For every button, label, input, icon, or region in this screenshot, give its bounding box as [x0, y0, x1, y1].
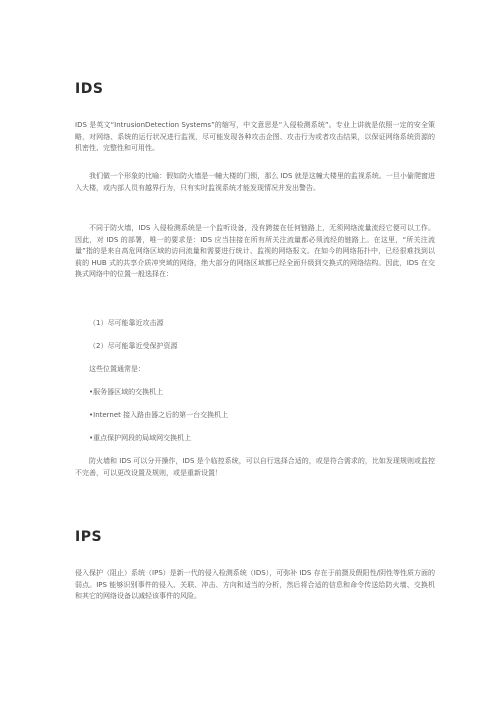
- location-item-lan: •重点保护网段的局域网交换机上: [89, 434, 192, 442]
- location-item-server: •服务器区域的交换机上: [89, 388, 164, 396]
- heading-ips: IPS: [75, 529, 103, 545]
- placement-item-2: （2）尽可能靠近受保护资源: [89, 342, 178, 350]
- ids-definition-paragraph: IDS 是英文“IntrusionDetection Systems”的缩写，中文意思是“入侵检测系统”。专业上讲就是依照一定的安全策略，对网络、系统的运行状况进行监视，尽可能发现各种攻击企图、攻击行为或者攻击结果，以保证网络系统资源的机密性、完整性和可用性。: [75, 121, 435, 153]
- ids-deployment-paragraph: 不同于防火墙，IDS 入侵检测系统是一个监听设备，没有跨接在任何链路上，无须网络流量流经它便可以工作。因此，对 IDS 的部署，唯一的要求是：IDS 应当挂接在所有所关注流量都必须流经的链路上。在这里，“所关注流量”指的是来自高危网络区域的访问流量和需要进行统计、监视的网络报文。在如今的网络拓扑中，已经很难找到以前的 HUB 式的共享介质冲突域的网络，绝大部分的网络区域都已经全面升级到交换式的网络结构。因此，IDS 在交换式网络中的位置一般选择在：: [75, 224, 435, 279]
- ips-definition-paragraph: 侵入保护（阻止）系统（IPS）是新一代的侵入检测系统（IDS），可弥补 IDS 存在于前摄及假阳性/阴性等性质方面的弱点。IPS 能够识别事件的侵入、关联、冲击、方向和适当的分析，然后将合适的信息和命令传送给防火墙、交换机和其它的网络设备以减轻该事件的风险。: [75, 569, 435, 601]
- placement-item-1: （1）尽可能靠近攻击源: [89, 319, 164, 327]
- locations-intro: 这些位置通常是：: [89, 365, 145, 373]
- heading-ids: IDS: [75, 81, 104, 97]
- firewall-ids-paragraph: 防火墙和 IDS 可以分开操作，IDS 是个临控系统，可以自行选择合适的，或是符合需求的，比如发现规则或监控不完善，可以更改设置及规则，或是重新设置！: [75, 457, 435, 477]
- ids-analogy-paragraph: 我们做一个形象的比喻：假如防火墙是一幢大楼的门锁，那么 IDS 就是这幢大楼里的监视系统。一旦小偷爬窗进入大楼，或内部人员有越界行为，只有实时监视系统才能发现情况并发出警告。: [75, 172, 435, 192]
- location-item-internet: •Internet 接入路由器之后的第一台交换机上: [89, 411, 229, 419]
